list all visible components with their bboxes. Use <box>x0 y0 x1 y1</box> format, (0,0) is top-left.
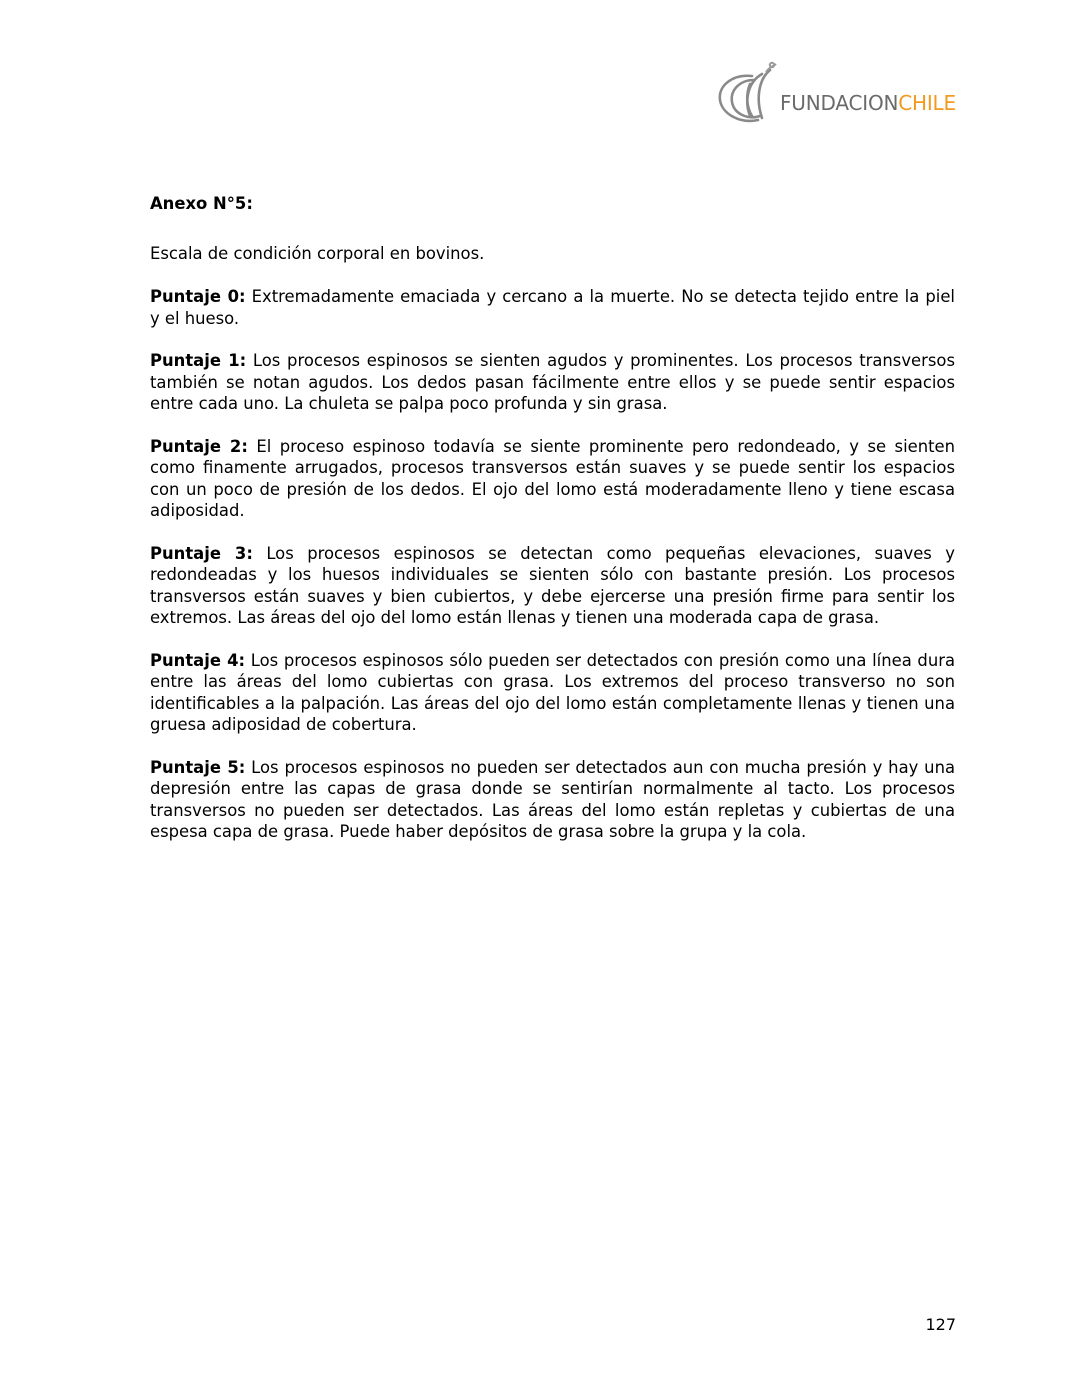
score-label: Puntaje 1: <box>150 351 247 371</box>
document-body <box>150 193 955 864</box>
score-paragraph <box>150 286 955 329</box>
fundacion-chile-logo <box>714 60 964 130</box>
score-text: Extremadamente emaciada y cercano a la muerte. No se detecta tejido entre la piel y el hueso. <box>150 287 955 328</box>
score-label: Puntaje 0: <box>150 287 246 307</box>
score-text: Los procesos espinosos se detectan como pequeñas elevaciones, suaves y redondeadas y los huesos individuales se sienten sólo con bastante presión. Los procesos transversos están suaves y bien cubiertos, y debe ejercerse una presión firme para sentir los extremos. Las áreas del ojo del lomo están llenas y tienen una moderada capa de grasa. <box>150 544 955 628</box>
score-label: Puntaje 5: <box>150 758 246 778</box>
score-text: Los procesos espinosos no pueden ser detectados aun con mucha presión y hay una depresión entre las capas de grasa donde se sentirían normalmente al tacto. Los procesos transversos no pueden ser detectados. Las áreas del lomo están repletas y cubiertas de una espesa capa de grasa. Puede haber depósitos de grasa sobre la grupa y la cola. <box>150 758 956 842</box>
globe-swoosh-icon <box>714 60 784 130</box>
annex-heading: Anexo N°5: <box>150 194 253 213</box>
score-paragraph <box>150 757 955 843</box>
score-text: Los procesos espinosos se sienten agudos y prominentes. Los procesos transversos también se notan agudos. Los dedos pasan fácilmente entre ellos y se puede sentir espacios entre cada uno. La chuleta se palpa poco profunda y sin grasa. <box>150 351 955 414</box>
score-paragraph <box>150 650 955 736</box>
intro-paragraph: Escala de condición corporal en bovinos. <box>150 244 485 264</box>
score-label: Puntaje 3: <box>150 544 253 564</box>
logo-text-accent: CHILE <box>898 91 956 115</box>
score-paragraph <box>150 350 955 414</box>
logo-wordmark <box>780 93 956 113</box>
score-label: Puntaje 4: <box>150 651 246 671</box>
score-text: Los procesos espinosos sólo pueden ser detectados con presión como una línea dura entre las áreas del lomo cubiertas con grasa. Los extremos del proceso transverso no son identificables a la palpación. Las áreas del ojo del lomo están completamente llenas y tienen una gruesa adiposidad de cobertura. <box>150 651 955 735</box>
score-paragraph <box>150 436 955 522</box>
score-text: El proceso espinoso todavía se siente prominente pero redondeado, y se sienten como finamente arrugados, procesos transversos están suaves y se puede sentir los espacios con un poco de presión de los dedos. El ojo del lomo está moderadamente lleno y tiene escasa adiposidad. <box>150 437 955 521</box>
score-paragraph <box>150 543 955 629</box>
score-label: Puntaje 2: <box>150 437 248 457</box>
page-number: 127 <box>925 1315 956 1334</box>
logo-text-primary: FUNDACION <box>780 91 899 115</box>
